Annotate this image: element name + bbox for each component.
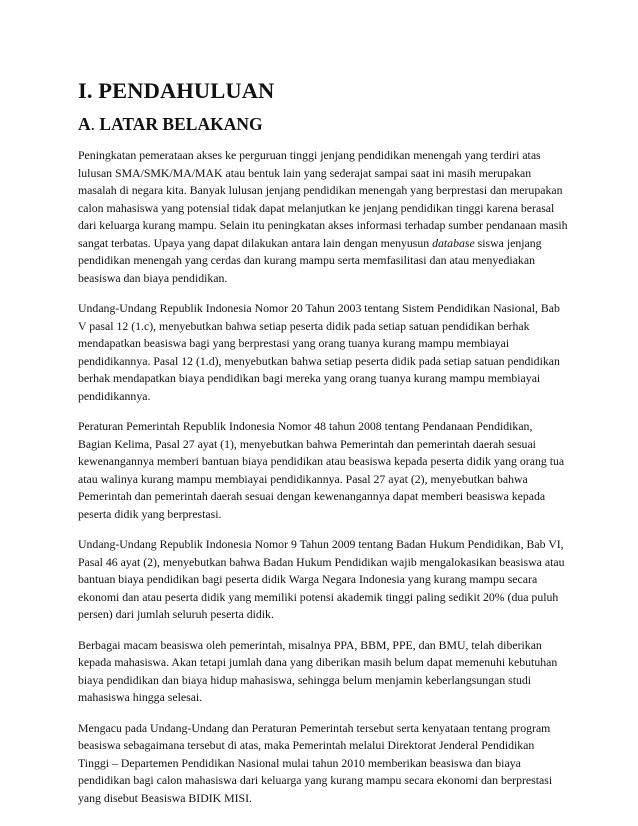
section-letter-dot: . xyxy=(90,114,96,134)
paragraph-3: Peraturan Pemerintah Republik Indonesia Nomor 48 tahun 2008 tentang Pendanaan Pendidikan, Bagian Kelima, Pasal 27 ayat (1), menyebutkan bahwa Pemerintah dan pemerintah daerah sesuai kewenangannya memberi bantuan biaya pendidikan atau beasiswa kepada peserta didik yang orang tua atau walinya kurang mampu membiayai pendidikannya. Pasal 27 ayat (2), menyebutkan bahwa Pemerintah dan pemerintah daerah sesuai dengan kewenangannya dapat memberi beasiswa kepada peserta didik yang berprestasi. xyxy=(78,419,565,521)
section-title-text: LATAR BELAKANG xyxy=(95,114,263,134)
section-letter: A xyxy=(78,114,91,134)
paragraph-2: Undang-Undang Republik Indonesia Nomor 20 Tahun 2003 tentang Sistem Pendidikan Nasional, Bab V pasal 12 (1.c), menyebutkan bahwa setiap peserta didik pada setiap satuan pendidikan berhak mendapatkan beasiswa bagi yang berprestasi yang orang tuanya kurang mampu membiayai pendidikannya. Pasal 12 (1.d), menyebutkan bahwa setiap peserta didik pada setiap satuan pendidikan berhak mendapatkan biaya pendidikan bagi mereka yang orang tuanya kurang mampu membiayai pendidikannya. xyxy=(78,301,560,403)
document-page xyxy=(78,78,568,820)
paragraph-6: Mengacu pada Undang-Undang dan Peraturan Pemerintah tersebut serta kenyataan tentang program beasiswa sebagaimana tersebut di atas, maka Pemerintah melalui Direktorat Jenderal Pendidikan Tinggi – Departemen Pendidikan Nasional mulai tahun 2010 memberikan beasiswa dan biaya pendidikan bagi calon mahasiswa dari keluarga yang kurang mampu secara ekonomi dan berprestasi yang disebut Beasiswa BIDIK MISI. xyxy=(78,720,553,805)
paragraph-4: Undang-Undang Republik Indonesia Nomor 9 Tahun 2009 tentang Badan Hukum Pendidikan, Bab VI, Pasal 46 ayat (2), menyebutkan bahwa Badan Hukum Pendidikan wajib mengalokasikan beasiswa atau bantuan biaya pendidikan bagi peserta didik Warga Negara Indonesia yang kurang mampu secara ekonomi dan atau peserta didik yang memiliki potensi akademik tinggi paling sedikit 20% (dua puluh persen) dari jumlah seluruh peserta didik. xyxy=(78,537,565,621)
paragraph-1-end: siswa jenjang pendidikan menengah yang cerdas dan kurang mampu serta memfasilitasi dan atau menyediakan beasiswa dan biaya pendidikan. xyxy=(78,235,542,285)
paragraph-5: Berbagai macam beasiswa oleh pemerintah, misalnya PPA, BBM, PPE, dan BMU, telah diberikan kepada mahasiswa. Akan tetapi jumlah dana yang diberikan masih belum dapat memenuhi kebutuhan biaya pendidikan dan biaya hidup mahasiswa, sehingga belum menjamin keberlangsungan studi mahasiswa hingga selesai. xyxy=(78,637,558,704)
paragraph-1-start: Peningkatan pemerataan akses ke perguruan tinggi jenjang pendidikan menengah yang terdiri atas lulusan SMA/SMK/MA/MAK atau bentuk lain yang sederajat sampai saat ini masih merupakan masalah di negara kita. Banyak lulusan jenjang pendidikan menengah yang berprestasi dan merupakan calon mahasiswa yang potensial tidak dapat melanjutkan ke jenjang pendidikan tinggi karena berasal dari keluarga kurang mampu. Selain itu peningkatan akses informasi terhadap sumber pendanaan masih sangat terbatas. Upaya yang dapat dilakukan antara lain dengan menyusun xyxy=(78,148,568,250)
section-title xyxy=(78,114,568,135)
chapter-title: I. PENDAHULUAN xyxy=(78,78,275,103)
paragraph-1 xyxy=(78,147,568,287)
paragraph-1-italic-term: database xyxy=(432,235,475,250)
